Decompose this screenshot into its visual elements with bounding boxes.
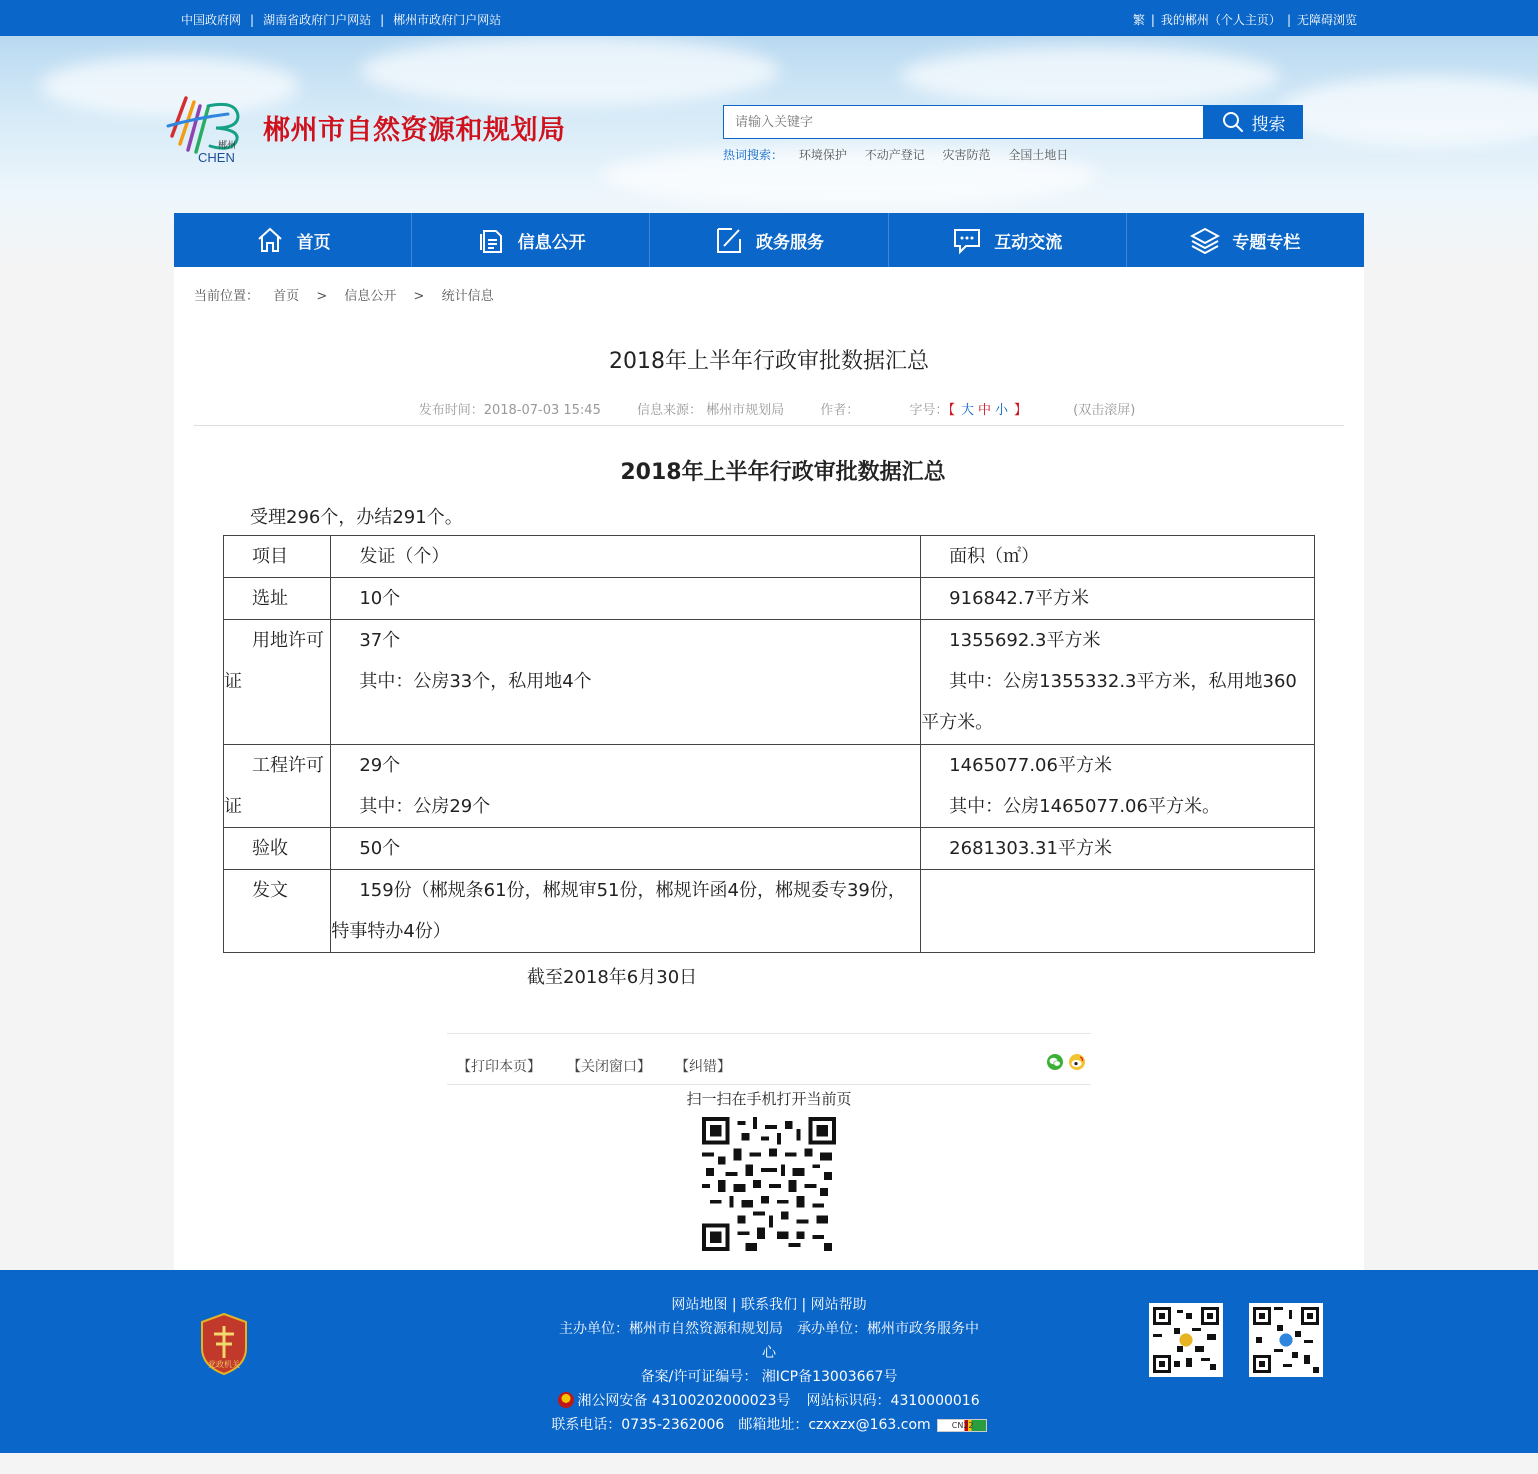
qr-code	[701, 1117, 837, 1251]
page-bottom	[0, 1453, 1538, 1474]
font-size-label: 字号：	[909, 403, 949, 418]
approval-data-table	[223, 535, 1315, 953]
footer-police-line	[0, 1390, 1538, 1410]
header-cert: 发证（个）	[359, 546, 450, 567]
cell-cert: 29个	[359, 755, 401, 776]
accessibility-link[interactable]: 无障碍浏览	[1296, 13, 1357, 27]
traditional-chinese-link[interactable]: 繁	[1132, 13, 1145, 27]
header-area: 面积（㎡）	[949, 546, 1040, 567]
top-bar	[0, 0, 1538, 36]
nav-interaction[interactable]	[889, 213, 1127, 267]
scan-hint: 扫一扫在手机打开当前页	[686, 1090, 852, 1108]
breadcrumb-separator: >	[316, 289, 328, 304]
footer-sponsor: 主办单位：郴州市自然资源和规划局 承办单位：郴州市政务服务中	[559, 1321, 979, 1337]
footer-site-id: 网站标识码：4310000016	[806, 1393, 980, 1409]
layers-icon	[1190, 225, 1220, 255]
font-size-control	[909, 403, 1031, 418]
svg-text:郴州: 郴州	[218, 141, 237, 151]
table-row	[224, 828, 1315, 870]
print-button[interactable]: 【打印本页】	[457, 1059, 541, 1075]
cell-area-detail: 其中：公房1465077.06平方米。	[949, 796, 1220, 817]
table-row	[224, 745, 1315, 828]
cell-area-detail: 其中：公房1355332.3平方米，私用地360	[949, 671, 1297, 692]
cnzz-badge-icon[interactable]: CN22	[937, 1419, 987, 1432]
footer-email: 邮箱地址：czxxzx@163.com	[738, 1417, 931, 1433]
author: 作者：	[820, 403, 860, 418]
nav-label: 互动交流	[994, 232, 1063, 253]
cell-cert-wrap: 特事特办4份）	[331, 921, 451, 942]
table-header-row	[224, 536, 1315, 578]
nav-label: 首页	[296, 232, 331, 253]
hot-search-label: 热词搜索：	[723, 148, 784, 162]
footer-qr-code-wechat	[1249, 1303, 1323, 1377]
site-logo[interactable]	[166, 92, 248, 164]
article-intro: 受理296个，办结291个。	[250, 507, 463, 528]
cell-area-detail-wrap: 平方米。	[921, 712, 994, 733]
font-size-medium[interactable]: 中	[977, 403, 991, 418]
bracket-open: 【	[948, 403, 955, 418]
cell-item-wrap: 证	[224, 796, 242, 817]
top-links-left: 中国政府网 | 湖南省政府门户网站 | 郴州市政府门户网站	[181, 13, 502, 27]
top-links-right: 繁 | 我的郴州（个人主页） | 无障碍浏览	[1132, 13, 1357, 27]
document-icon	[476, 225, 506, 255]
footer-sponsor-cont: 心	[762, 1345, 776, 1361]
close-window-button[interactable]: 【关闭窗口】	[567, 1059, 651, 1075]
divider	[194, 425, 1344, 426]
publish-time: 发布时间：2018-07-03 15:45	[418, 403, 601, 418]
hot-search	[723, 146, 1082, 163]
footer-contact-line	[0, 1414, 1538, 1434]
font-size-large[interactable]: 大	[960, 403, 974, 418]
search-box	[723, 105, 1204, 139]
hot-word[interactable]: 全国土地日	[1008, 148, 1069, 162]
table-row	[224, 620, 1315, 745]
cell-item: 工程许可	[252, 755, 324, 776]
info-source: 信息来源： 郴州市规划局	[636, 403, 785, 418]
link-china-gov[interactable]: 中国政府网	[181, 13, 242, 27]
table-row	[224, 578, 1315, 620]
hot-word[interactable]: 不动产登记	[864, 148, 925, 162]
cell-cert: 159份（郴规条61份，郴规审51份，郴规许函4份，郴规委专39份，	[359, 880, 906, 901]
home-icon	[255, 225, 285, 255]
article-meta	[174, 399, 1364, 418]
breadcrumb-statistics[interactable]: 统计信息	[441, 289, 494, 304]
report-error-button[interactable]: 【纠错】	[675, 1059, 731, 1075]
cell-item: 验收	[252, 838, 288, 859]
edit-icon	[714, 225, 744, 255]
footer-icp: 备案/许可证编号： 湘ICP备13003667号	[640, 1369, 898, 1385]
nav-gov-services[interactable]	[650, 213, 888, 267]
cell-area: 2681303.31平方米	[949, 838, 1112, 859]
breadcrumb-separator: >	[413, 289, 425, 304]
article-body-title: 2018年上半年行政审批数据汇总	[620, 460, 946, 485]
breadcrumb-info-disclosure[interactable]: 信息公开	[344, 289, 397, 304]
link-chenzhou-gov[interactable]: 郴州市政府门户网站	[393, 13, 502, 27]
search-button[interactable]	[1204, 105, 1303, 139]
search-icon	[1222, 111, 1244, 133]
nav-label: 专题专栏	[1232, 232, 1301, 253]
article-tools	[447, 1033, 1091, 1085]
cell-item: 选址	[252, 588, 288, 609]
footer-police: 湘公网安备 43100202000023号	[577, 1393, 791, 1409]
breadcrumb	[194, 285, 494, 304]
cell-item-wrap: 证	[224, 671, 242, 692]
svg-text:党政机关: 党政机关	[208, 1360, 240, 1369]
cell-area: 916842.7平方米	[949, 588, 1090, 609]
bracket-close: 】	[1014, 403, 1028, 418]
svg-text:CHEN: CHEN	[198, 150, 235, 164]
cell-area: 1355692.3平方米	[949, 630, 1101, 651]
search-input[interactable]	[724, 106, 1203, 138]
breadcrumb-home[interactable]: 首页	[273, 289, 300, 304]
font-size-small[interactable]: 小	[994, 403, 1008, 418]
nav-label: 政务服务	[756, 232, 824, 253]
footer-link-sitemap[interactable]: 网站地图	[671, 1297, 728, 1313]
wechat-icon[interactable]	[1047, 1054, 1063, 1070]
cell-cert: 50个	[359, 838, 401, 859]
cell-cert-detail: 其中：公房33个，私用地4个	[359, 671, 592, 692]
police-badge-icon	[558, 1392, 574, 1408]
weibo-icon[interactable]	[1069, 1054, 1085, 1070]
table-row	[224, 870, 1315, 953]
cell-cert-detail: 其中：公房29个	[359, 796, 491, 817]
my-chenzhou-link[interactable]: 我的郴州（个人主页）	[1160, 13, 1281, 27]
nav-info-disclosure[interactable]	[412, 213, 650, 267]
main-nav	[174, 213, 1364, 267]
footer-qr-code-app	[1149, 1303, 1223, 1377]
link-hunan-gov[interactable]: 湖南省政府门户网站	[263, 13, 372, 27]
footer	[0, 1270, 1538, 1453]
cell-area: 1465077.06平方米	[949, 755, 1112, 776]
footer-phone: 联系电话：0735-2362006	[551, 1417, 725, 1433]
cell-cert: 10个	[359, 588, 401, 609]
hot-word[interactable]: 灾害防范	[942, 148, 991, 162]
breadcrumb-prefix: 当前位置：	[194, 289, 260, 304]
header-item: 项目	[252, 546, 288, 567]
cell-item: 发文	[252, 880, 288, 901]
chat-icon	[952, 225, 982, 255]
cell-cert: 37个	[359, 630, 401, 651]
double-click-scroll[interactable]: (双击滚屏)	[1073, 403, 1136, 418]
footer-link-contact[interactable]: 联系我们	[741, 1297, 797, 1313]
main-content	[174, 267, 1364, 1270]
footer-link-help[interactable]: 网站帮助	[810, 1297, 867, 1313]
footer-links: 网站地图 | 联系我们 | 网站帮助	[671, 1297, 867, 1313]
search-button-label: 搜索	[1251, 114, 1286, 135]
site-title: 郴州市自然资源和规划局	[263, 115, 566, 146]
nav-label: 信息公开	[517, 232, 586, 253]
page-title: 2018年上半年行政审批数据汇总	[609, 349, 929, 374]
nav-home[interactable]	[174, 213, 412, 267]
nav-special-topics[interactable]	[1127, 213, 1364, 267]
cell-item: 用地许可	[252, 630, 324, 651]
cutoff-date: 截至2018年6月30日	[527, 967, 698, 988]
hot-word[interactable]: 环境保护	[798, 148, 847, 162]
